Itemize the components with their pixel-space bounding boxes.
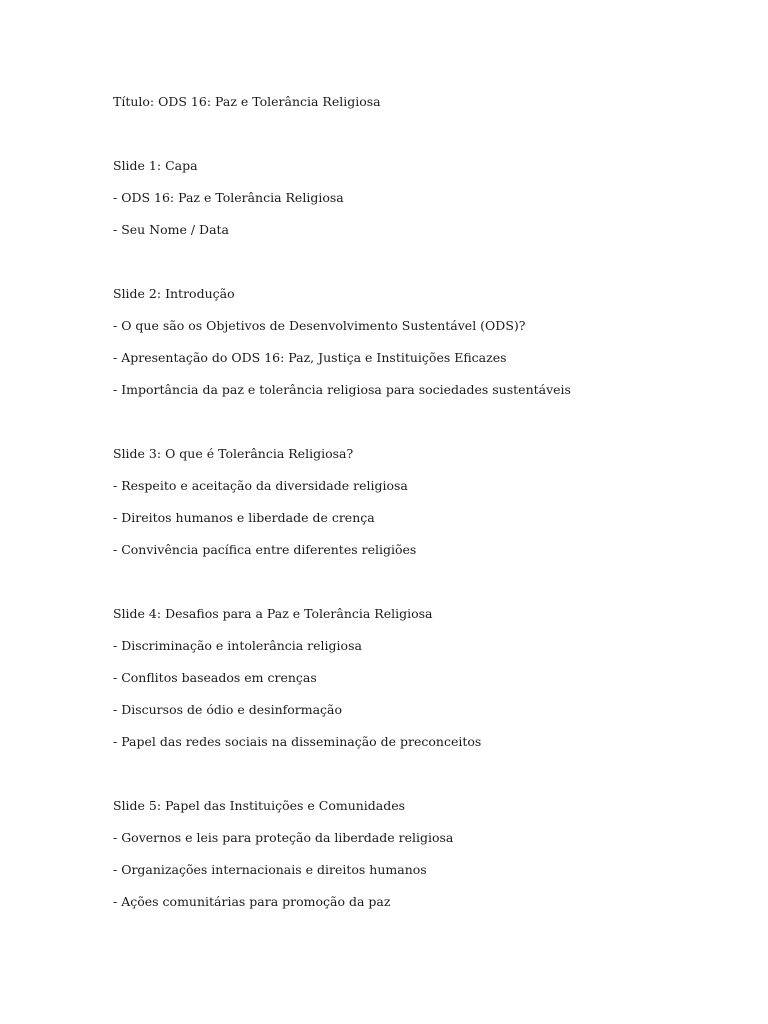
slide-3-bullet-1: - Respeito e aceitação da diversidade religiosa: [113, 478, 408, 493]
slide-1-heading: Slide 1: Capa: [113, 158, 198, 173]
slide-2-bullet-3: - Importância da paz e tolerância religiosa para sociedades sustentáveis: [113, 382, 571, 397]
slide-5-bullet-3: - Ações comunitárias para promoção da paz: [113, 894, 391, 909]
slide-1-bullet-1: - ODS 16: Paz e Tolerância Religiosa: [113, 190, 344, 205]
slide-5-heading: Slide 5: Papel das Instituições e Comunidades: [113, 798, 406, 813]
slide-5-bullet-1: - Governos e leis para proteção da liberdade religiosa: [113, 830, 454, 845]
slide-3-bullet-2: - Direitos humanos e liberdade de crença: [113, 510, 375, 525]
slide-2-bullet-2: - Apresentação do ODS 16: Paz, Justiça e Instituições Eficazes: [113, 350, 507, 365]
slide-3-heading: Slide 3: O que é Tolerância Religiosa?: [113, 446, 354, 461]
slide-2-bullet-1: - O que são os Objetivos de Desenvolvimento Sustentável (ODS)?: [113, 318, 526, 333]
document-title: Título: ODS 16: Paz e Tolerância Religiosa: [113, 94, 381, 109]
slide-4-heading: Slide 4: Desafios para a Paz e Tolerância Religiosa: [113, 606, 433, 621]
slide-4-bullet-4: - Papel das redes sociais na disseminação de preconceitos: [113, 734, 482, 749]
slide-4-bullet-2: - Conflitos baseados em crenças: [113, 670, 317, 685]
slide-5-bullet-2: - Organizações internacionais e direitos humanos: [113, 862, 427, 877]
slide-4-bullet-3: - Discursos de ódio e desinformação: [113, 702, 343, 717]
slide-4-bullet-1: - Discriminação e intolerância religiosa: [113, 638, 362, 653]
slide-3-bullet-3: - Convivência pacífica entre diferentes religiões: [113, 542, 417, 557]
slide-2-heading: Slide 2: Introdução: [113, 286, 235, 301]
slide-1-bullet-2: - Seu Nome / Data: [113, 222, 230, 237]
